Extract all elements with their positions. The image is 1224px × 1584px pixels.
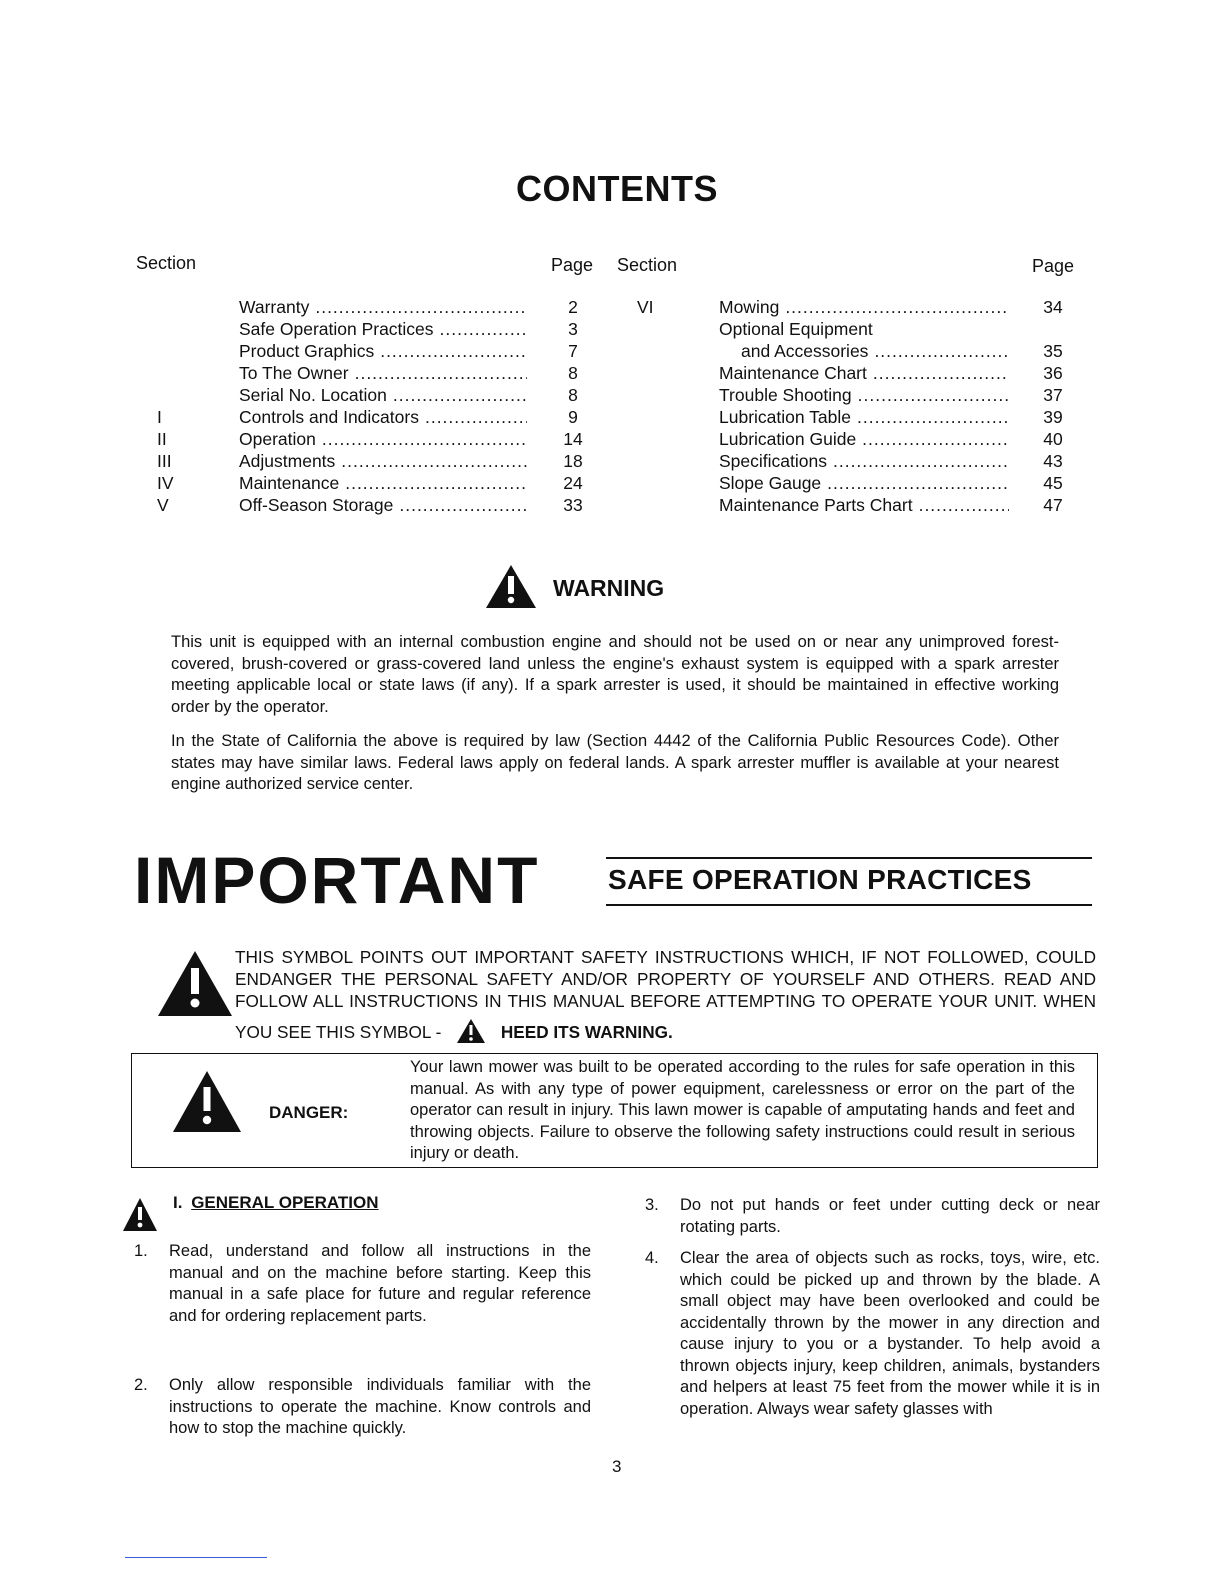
- toc-right-leader-7: [833, 450, 1009, 472]
- toc-left-leader-8: [345, 472, 527, 494]
- toc-right-page-1: [1033, 318, 1073, 340]
- page-number: 3: [612, 1457, 622, 1476]
- warning-paragraph-2: In the State of California the above is required by law (Section 4442 of the California Public Resources Code). Other states may have similar laws. Federal laws apply on federal lands. A spark arrester muffler is available at your nearest engine authorized service center.: [171, 732, 1059, 793]
- toc-right-page-8: 45: [1043, 473, 1063, 493]
- toc-right-leader-6: [862, 428, 1009, 450]
- toc-right-label-7: Specifications: [719, 451, 827, 471]
- toc-right-label-4: Trouble Shooting: [719, 385, 852, 405]
- toc-right-page-2: 35: [1043, 341, 1063, 361]
- page-title: CONTENTS: [516, 168, 718, 209]
- danger-label: DANGER:: [269, 1103, 349, 1122]
- toc-left-entry-2: [239, 340, 527, 362]
- toc-right-leader-0: [785, 296, 1009, 318]
- toc-right-entry-9: [719, 494, 1009, 516]
- toc-right-section-7: [637, 450, 667, 472]
- toc-left-page-6: 14: [563, 429, 583, 449]
- safe-ops-bottom-rule: [606, 904, 1092, 906]
- danger-text: Your lawn mower was built to be operated according to the rules for safe operation in this manual. As with any type of power equipment, carelessness or error on the part of the operator can result in injury. This lawn mower is capable of amputating hands and feet and throwing objects. Failure to observe the following safety instructions could result in serious injury or death.: [410, 1058, 1075, 1162]
- toc-right-leader-8: [827, 472, 1009, 494]
- toc-left-entry-0: [239, 296, 527, 318]
- warning-heading: WARNING: [553, 575, 665, 601]
- toc-left-section-4: [157, 384, 187, 406]
- item-2-text: Only allow responsible individuals familiar with the instructions to operate the machine. Know controls and how to stop the machine quickly.: [169, 1376, 591, 1437]
- toc-right-leader-2: [874, 340, 1009, 362]
- general-heading-num: I.: [173, 1193, 183, 1212]
- toc-left-section-0: [157, 296, 187, 318]
- general-heading-text: GENERAL OPERATION: [191, 1193, 379, 1212]
- toc-right-section-5: [637, 406, 667, 428]
- footer-line: [125, 1557, 267, 1558]
- item-1-num: 1.: [134, 1242, 148, 1260]
- toc-right-page-6: 40: [1043, 429, 1063, 449]
- toc-right-entry-2: [741, 340, 1009, 362]
- item-2-num: 2.: [134, 1376, 148, 1394]
- toc-right-label-6: Lubrication Guide: [719, 429, 857, 449]
- toc-left-leader-9: [399, 494, 527, 516]
- toc-left-label-3: To The Owner: [239, 363, 349, 383]
- toc-right-page-4: 37: [1043, 385, 1063, 405]
- toc-right-entry-5: [719, 406, 1009, 428]
- toc-left-page-3: 8: [568, 363, 578, 383]
- heed-warning: HEED ITS WARNING.: [500, 1022, 673, 1042]
- item-3-text: Do not put hands or feet under cutting deck or near rotating parts.: [680, 1196, 1100, 1236]
- toc-right-page-header: Page: [1032, 256, 1075, 276]
- toc-left-entry-6: [239, 428, 527, 450]
- safety-alert-icon: [156, 950, 234, 1018]
- toc-right-label-0: Mowing: [719, 297, 780, 317]
- toc-right-section-header: Section: [617, 255, 678, 275]
- symbol-explanation: [235, 946, 1096, 1043]
- toc-left-leader-7: [341, 450, 527, 472]
- toc-left-page-2: 7: [568, 341, 578, 361]
- toc-left-section-6: II: [157, 429, 167, 449]
- warning-paragraph-1: This unit is equipped with an internal combustion engine and should not be used on or near any unimproved forest-covered, brush-covered or grass-covered land unless the engine's exhaust system is equipped with a spark arrester meeting applicable local or state laws (if any). If a spark arrester is used, it should be maintained in effective working order by the operator.: [171, 633, 1059, 716]
- toc-left-section-5: I: [157, 407, 162, 427]
- item-1-text: Read, understand and follow all instructions in the manual and on the machine before starting. Keep this manual in a safe place for future and regular reference and for ordering replacement parts.: [169, 1242, 591, 1325]
- toc-right-leader-3: [873, 362, 1009, 384]
- general-heading: [173, 1193, 379, 1213]
- toc-left-page-9: 33: [563, 495, 583, 515]
- toc-left-page-5: 9: [568, 407, 578, 427]
- toc-left-entry-3: [239, 362, 527, 384]
- toc-left-section-8: IV: [157, 473, 174, 493]
- toc-right-label-3: Maintenance Chart: [719, 363, 867, 383]
- item-4-text: Clear the area of objects such as rocks, toys, wire, etc. which could be picked up and thrown by the blade. A small object may have been overlooked and could be accidentally thrown by the mower in any direction and cause injury to you or a bystander. To help avoid a thrown objects injury, keep children, animals, bystanders and helpers at least 75 feet from the mower while it is in operation. Always wear safety glasses with: [680, 1249, 1100, 1418]
- toc-right-leader-4: [858, 384, 1009, 406]
- toc-right-page-5: 39: [1043, 407, 1063, 427]
- toc-right-entry-7: [719, 450, 1009, 472]
- toc-right-section-2: [637, 340, 667, 362]
- toc-right-section-8: [637, 472, 667, 494]
- toc-left-leader-1: [440, 318, 527, 340]
- inline-alert-icon: [446, 1018, 496, 1049]
- toc-left-section-3: [157, 362, 187, 384]
- toc-right-section-9: [637, 494, 667, 516]
- toc-left-label-5: Controls and Indicators: [239, 407, 419, 427]
- toc-right-section-4: [637, 384, 667, 406]
- toc-left-entry-9: [239, 494, 527, 516]
- toc-right-label-2: and Accessories: [741, 341, 869, 361]
- warning-triangle-icon: [484, 564, 538, 610]
- toc-left-section-2: [157, 340, 187, 362]
- safe-ops-top-rule: [606, 857, 1092, 859]
- toc-right-entry-4: [719, 384, 1009, 406]
- toc-left-label-7: Adjustments: [239, 451, 336, 471]
- general-alert-icon: [122, 1197, 158, 1233]
- toc-right-entry-3: [719, 362, 1009, 384]
- toc-left-label-4: Serial No. Location: [239, 385, 387, 405]
- toc-right-entry-8: [719, 472, 1009, 494]
- toc-right-entry-6: [719, 428, 1009, 450]
- toc-left-leader-5: [425, 406, 527, 428]
- toc-right-entry-0: [719, 296, 1009, 318]
- toc-right-label-9: Maintenance Parts Chart: [719, 495, 913, 515]
- toc-left-label-9: Off-Season Storage: [239, 495, 394, 515]
- toc-left-page-1: 3: [568, 319, 578, 339]
- toc-left-section-1: [157, 318, 187, 340]
- toc-right-page-0: 34: [1043, 297, 1063, 317]
- toc-left-page-0: 2: [568, 297, 578, 317]
- toc-left-entry-7: [239, 450, 527, 472]
- item-4-num: 4.: [645, 1249, 659, 1267]
- toc-right-label-8: Slope Gauge: [719, 473, 822, 493]
- toc-left-entry-4: [239, 384, 527, 406]
- toc-left-leader-3: [355, 362, 527, 384]
- toc-left-section-7: III: [157, 451, 172, 471]
- toc-right-leader-5: [857, 406, 1009, 428]
- toc-left-page-4: 8: [568, 385, 578, 405]
- toc-left-page-7: 18: [563, 451, 583, 471]
- toc-left-label-8: Maintenance: [239, 473, 340, 493]
- toc-left-section-header: Section: [136, 253, 197, 273]
- safe-ops-heading: SAFE OPERATION PRACTICES: [608, 864, 1032, 895]
- toc-left-leader-6: [322, 428, 527, 450]
- toc-left-entry-1: [239, 318, 527, 340]
- item-3-num: 3.: [645, 1196, 659, 1214]
- toc-right-section-6: [637, 428, 667, 450]
- toc-left-entry-8: [239, 472, 527, 494]
- toc-left-entry-5: [239, 406, 527, 428]
- toc-right-label-5: Lubrication Table: [719, 407, 851, 427]
- toc-left-label-2: Product Graphics: [239, 341, 375, 361]
- toc-left-label-0: Warranty: [239, 297, 310, 317]
- toc-right-page-3: 36: [1043, 363, 1063, 383]
- toc-right-page-9: 47: [1043, 495, 1063, 515]
- toc-left-label-6: Operation: [239, 429, 316, 449]
- toc-left-label-1: Safe Operation Practices: [239, 319, 434, 339]
- toc-right-section-1: [637, 318, 667, 340]
- toc-left-page-header: Page: [551, 255, 594, 275]
- important-word: IMPORTANT: [134, 843, 540, 917]
- toc-right-entry-1: [719, 318, 1009, 340]
- danger-alert-icon: [171, 1070, 243, 1134]
- toc-right-label-1: Optional Equipment: [719, 319, 873, 339]
- toc-right-section-3: [637, 362, 667, 384]
- toc-right-leader-9: [919, 494, 1009, 516]
- toc-left-leader-0: [315, 296, 527, 318]
- toc-left-leader-4: [393, 384, 527, 406]
- toc-right-section-0: VI: [637, 297, 654, 317]
- toc-left-section-9: V: [157, 495, 169, 515]
- toc-right-page-7: 43: [1043, 451, 1063, 471]
- symbol-explanation-text: THIS SYMBOL POINTS OUT IMPORTANT SAFETY INSTRUCTIONS WHICH, IF NOT FOLLOWED, COULD ENDANGER THE PERSONAL SAFETY AND/OR PROPERTY OF YOURSELF AND OTHERS. READ AND FOLLOW ALL INSTRUCTIONS IN THIS MANUAL BEFORE ATTEMPTING TO OPERATE YOUR UNIT. WHEN YOU SEE THIS SYMBOL -: [235, 947, 1096, 1042]
- toc-left-page-8: 24: [563, 473, 583, 493]
- toc-left-leader-2: [380, 340, 527, 362]
